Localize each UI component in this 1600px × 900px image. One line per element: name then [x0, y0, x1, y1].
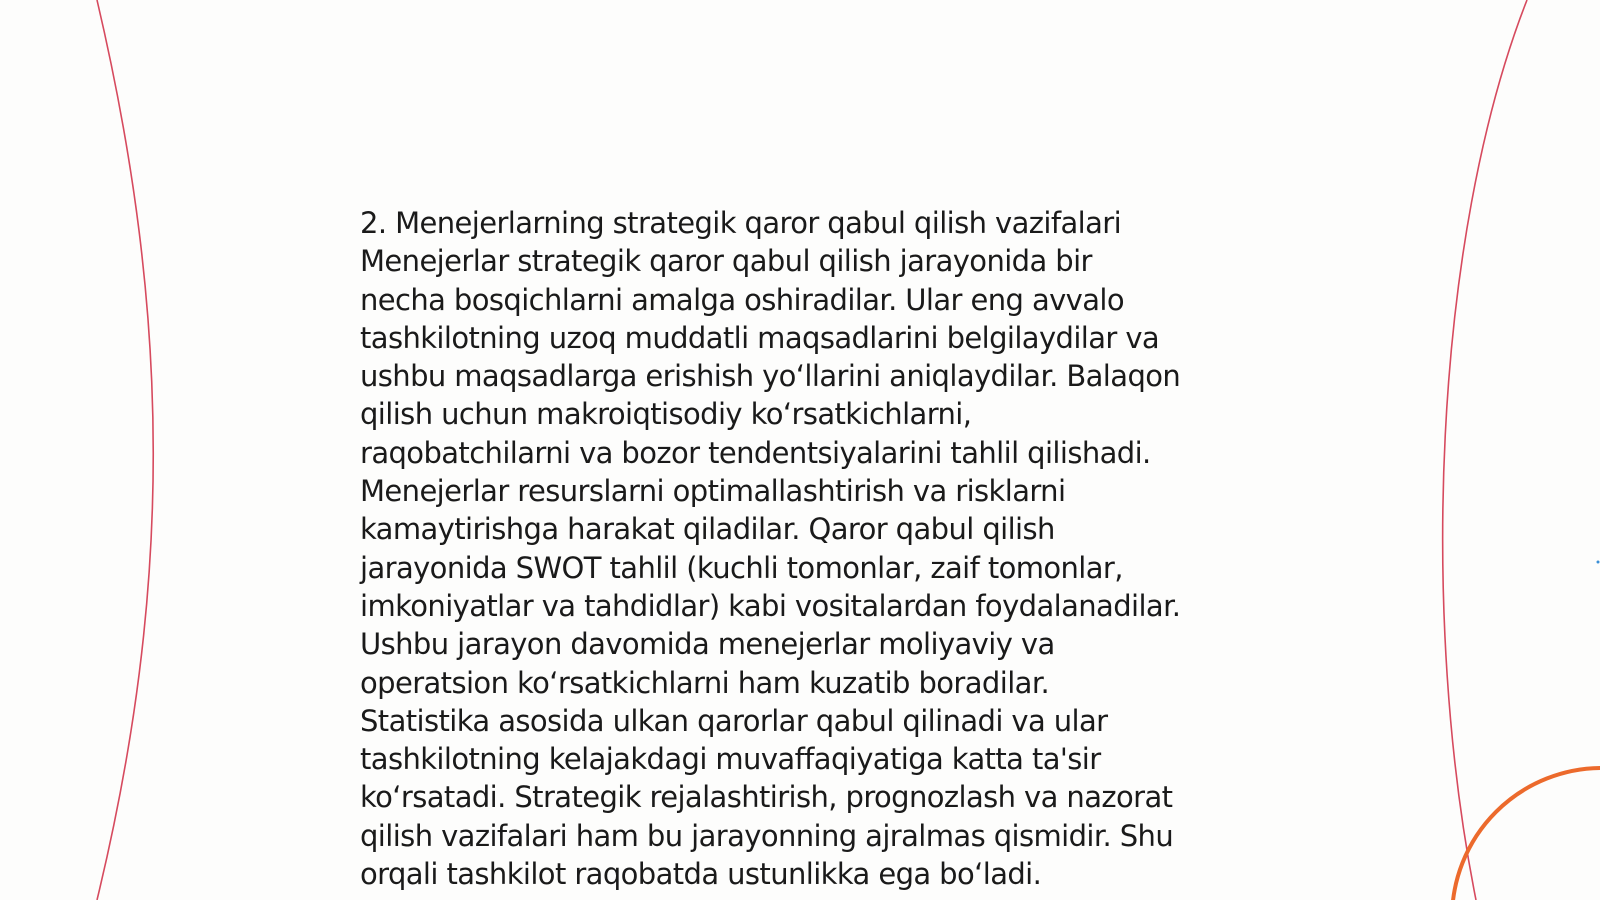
paragraph-line: Statistika asosida ulkan qarorlar qabul qilinadi va ular — [360, 703, 1108, 738]
paragraph-line: Ushbu jarayon davomida menejerlar moliyaviy va — [360, 627, 1055, 662]
paragraph-line: operatsion ko‘rsatkichlarni ham kuzatib boradilar. — [360, 665, 1050, 700]
paragraph-line: qilish uchun makroiqtisodiy ko‘rsatkichlarni, — [360, 397, 972, 432]
paragraph-line: tashkilotning kelajakdagi muvaffaqiyatiga katta ta'sir — [360, 742, 1101, 777]
paragraph-line: necha bosqichlarni amalga oshiradilar. Ular eng avvalo — [360, 282, 1125, 317]
orange-arc — [1452, 768, 1600, 900]
slide-body — [360, 204, 1240, 893]
paragraph-line: Menejerlar strategik qaror qabul qilish jarayonida bir — [360, 244, 1092, 279]
paragraph-line: qilish vazifalari ham bu jarayonning ajralmas qismidir. Shu — [360, 818, 1174, 853]
slide-heading: 2. Menejerlarning strategik qaror qabul qilish vazifalari — [360, 206, 1122, 240]
paragraph-line: ushbu maqsadlarga erishish yo‘llarini aniqlaydilar. Balaqon — [360, 359, 1181, 394]
accent-dot — [1597, 561, 1600, 564]
paragraph-line: orqali tashkilot raqobatda ustunlikka ega bo‘ladi. — [360, 857, 1042, 892]
left-curve-line — [97, 0, 153, 900]
paragraph-line: jarayonida SWOT tahlil (kuchli tomonlar, zaif tomonlar, — [360, 550, 1123, 585]
paragraph-line: Menejerlar resurslarni optimallashtirish va risklarni — [360, 474, 1066, 509]
paragraph-line: kamaytirishga harakat qiladilar. Qaror qabul qilish — [360, 512, 1055, 547]
paragraph-line: imkoniyatlar va tahdidlar) kabi vositalardan foydalanadilar. — [360, 588, 1181, 623]
paragraph-line: tashkilotning uzoq muddatli maqsadlarini belgilaydilar va — [360, 320, 1160, 355]
paragraph-line: ko‘rsatadi. Strategik rejalashtirish, prognozlash va nazorat — [360, 780, 1173, 815]
paragraph-line: raqobatchilarni va bozor tendentsiyalarini tahlil qilishadi. — [360, 435, 1151, 470]
right-curve-line — [1443, 0, 1527, 900]
